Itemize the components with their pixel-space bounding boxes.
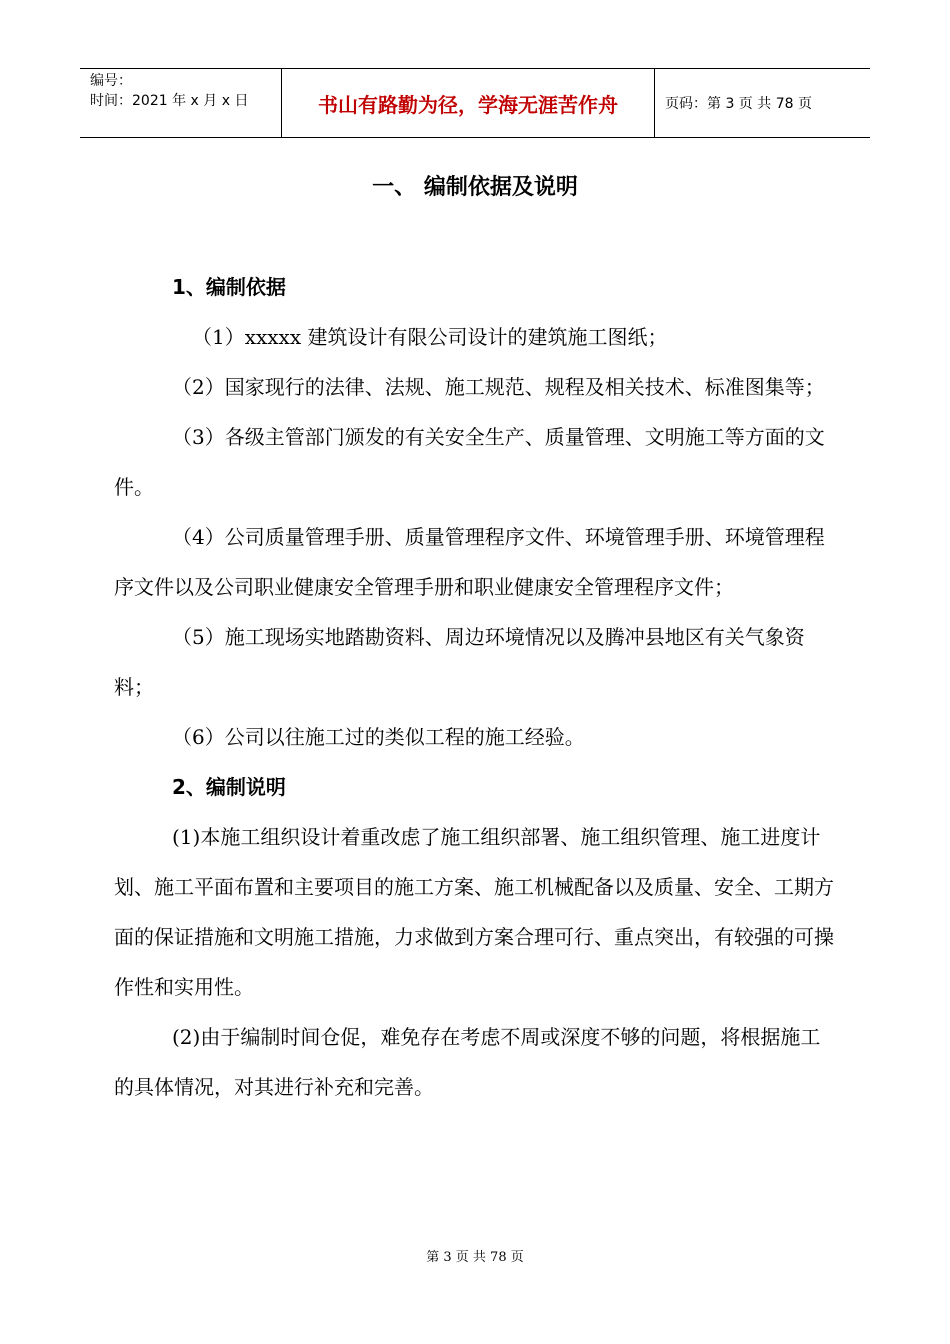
paragraph: （6）公司以往施工过的类似工程的施工经验。 [172,725,585,749]
paragraph: （2）国家现行的法律、法规、施工规范、规程及相关技术、标准图集等； [172,375,825,399]
document-title: 一、 编制依据及说明 [372,175,578,200]
page-header [80,68,870,138]
paragraph: （3）各级主管部门颁发的有关安全生产、质量管理、文明施工等方面的文件。 [114,425,825,499]
header-meta [80,69,282,137]
header-motto: 书山有路勤为径，学海无涯苦作舟 [282,69,655,137]
paragraph: （4）公司质量管理手册、质量管理程序文件、环境管理手册、环境管理程序文件以及公司职业健康安全管理手册和职业健康安全管理程序文件； [114,525,825,599]
paragraph: (1)本施工组织设计着重改虑了施工组织部署、施工组织管理、施工进度计划、施工平面布置和主要项目的施工方案、施工机械配备以及质量、安全、工期方面的保证措施和文明施工措施，力求做到方案合理可行、重点突出，有较强的可操作性和实用性。 [114,825,834,999]
number-label: 编号： [90,73,132,89]
section-heading-basis: 1、编制依据 [172,275,286,299]
page-footer: 第 3 页 共 78 页 [426,1250,524,1265]
header-page-info: 页码：第 3 页 共 78 页 [665,96,812,112]
paragraph: （1）xxxxx 建筑设计有限公司设计的建筑施工图纸； [192,325,668,349]
time-label: 时间：2021 年 x 月 x 日 [90,93,249,109]
document-body [114,262,838,1112]
paragraph: (2)由于编制时间仓促，难免存在考虑不周或深度不够的问题，将根据施工的具体情况，对其进行补充和完善。 [114,1025,821,1099]
section-heading-notes: 2、编制说明 [172,775,286,799]
paragraph: （5）施工现场实地踏勘资料、周边环境情况以及腾冲县地区有关气象资料； [114,625,805,699]
